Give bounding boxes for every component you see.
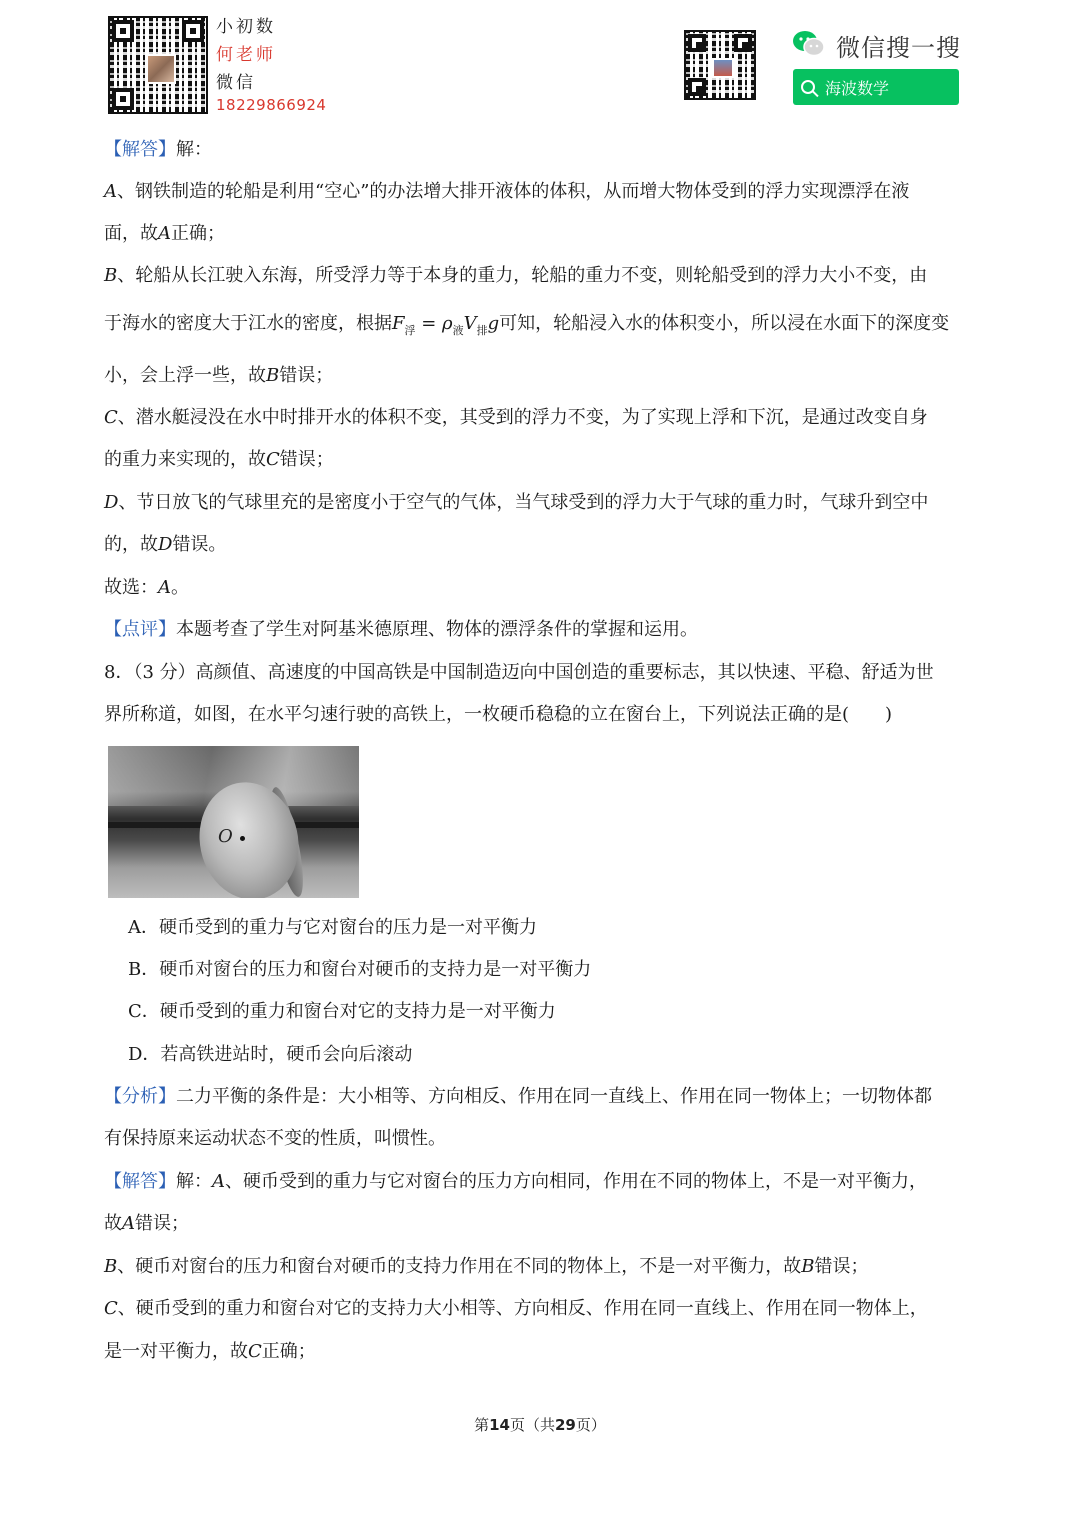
handwritten-title: 小初数 [216,17,276,37]
analysis-text: 二力平衡的条件是：大小相等、方向相反、作用在同一直线上、作用在同一物体上；一切物体都 [176,1086,932,1107]
footer-text: 第 [474,1416,490,1434]
answer-text: 、潜水艇浸没在水中时排开水的体积不变，其受到的浮力不变，为了实现上浮和下沉，是通过改变自身 [117,407,928,428]
buoyancy-formula [392,313,500,337]
option-letter: C [104,407,118,428]
analysis-tag: 【分析】 [104,1086,176,1107]
option-letter: D [158,534,173,555]
answer-tag: 【解答】 [104,139,176,160]
answer-text: 可知，轮船浸入水的体积变小，所以浸在水面下的深度变 [499,313,950,334]
wechat-search-button[interactable] [793,69,959,105]
qr-logo [712,58,734,78]
answer-text: 错误。 [172,534,227,555]
option-letter: A [122,1213,135,1234]
answer7-d-line1 [104,491,928,515]
answer7-b-line3 [104,364,333,388]
answer-intro: 解： [176,1171,212,1192]
answer7-d-line2 [104,533,226,557]
answer-text: 错误； [814,1256,869,1277]
formula-equals: = [415,313,443,334]
option-letter: B [801,1256,815,1277]
qr-finder [112,20,134,42]
formula-symbol: g [487,313,500,334]
wechat-icon [792,30,826,58]
answer8-b-line1 [104,1255,868,1279]
option-letter: B [104,1256,118,1277]
answer8-c-line2 [104,1340,316,1364]
formula-symbol: ρ [442,313,453,334]
answer7-b-line1 [104,264,927,288]
answer8-a-line2 [104,1212,189,1236]
qr-code-right [684,30,756,100]
answer-text: 的重力来实现的，故 [104,449,266,470]
option-letter: B [266,365,280,386]
question8-stem-line2: 界所称道，如图，在水平匀速行驶的高铁上，一枚硬币稳稳的立在窗台上，下列说法正确的是( ) [104,704,893,725]
answer-text: 错误； [279,449,334,470]
current-page-number: 14 [489,1416,510,1434]
answer-text: 小，会上浮一些，故 [104,365,266,386]
option-letter: A [212,1171,225,1192]
qr-finder [182,20,204,42]
formula-subscript: 浮 [404,324,416,337]
answer8-a-line1 [104,1170,927,1194]
option-b: B．硬币对窗台的压力和窗台对硬币的支持力是一对平衡力 [128,959,592,980]
option-c: C．硬币受到的重力和窗台对它的支持力是一对平衡力 [128,1001,556,1022]
answer-text: 、硬币受到的重力与它对窗台的压力方向相同，作用在不同的物体上，不是一对平衡力， [225,1171,927,1192]
qr-finder [688,78,706,96]
formula-subscript: 液 [452,324,464,337]
answer7-b-line2 [104,312,949,338]
formula-symbol: V [463,313,477,334]
answer7-a-line1 [104,180,909,204]
answer-intro: 解： [176,139,212,160]
coin-center-label: O [218,826,233,847]
answer-text: 错误； [279,365,334,386]
answer-text: 于海水的密度大于江水的密度，根据 [104,313,392,334]
search-icon [801,80,815,94]
option-a: A．硬币受到的重力与它对窗台的压力是一对平衡力 [128,917,537,938]
qr-code-left [108,16,208,114]
formula-subscript: 排 [476,324,488,337]
option-letter: C [266,449,280,470]
comment-tag: 【点评】 [104,619,176,640]
handwritten-teacher: 何老师 [216,45,276,65]
choice-letter: A [158,577,171,598]
qr-finder [112,88,134,110]
answer7-c-line2 [104,448,334,472]
qr-avatar [146,54,176,84]
answer-text: 的，故 [104,534,158,555]
question8-stem-line1: 8．（3 分）高颜值、高速度的中国高铁是中国制造迈向中国创造的重要标志，其以快速、平稳、舒适为世 [104,662,934,683]
qr-finder [734,34,752,52]
handwritten-wechat: 微信 [216,73,256,93]
answer-text: 正确； [171,223,225,244]
option-letter: C [104,1298,118,1319]
choice-prefix: 故选： [104,577,158,598]
answer-text: 是一对平衡力，故 [104,1341,248,1362]
answer-text: 故 [104,1213,122,1234]
option-letter: A [104,181,117,202]
footer-text: 页（共 [509,1416,555,1434]
analysis-line1 [104,1085,932,1109]
choice-suffix: 。 [171,577,189,598]
handwritten-phone: 18229866924 [216,96,327,114]
answer7-a-line2 [104,222,225,246]
total-page-count: 29 [555,1416,576,1434]
qr-finder [688,34,706,52]
coin-center-dot [240,836,245,841]
option-letter: A [158,223,171,244]
answer-text: 、节日放飞的气球里充的是密度小于空气的气体，当气球受到的浮力大于气球的重力时，气球升到空中 [118,492,929,513]
answer-text: 、硬币受到的重力和窗台对它的支持力大小相等、方向相反、作用在同一直线上、作用在同一物体上， [117,1298,928,1319]
formula-symbol: F [392,313,405,334]
option-letter: B [104,265,118,286]
wechat-search-label: 微信搜一搜 [836,34,961,62]
answer-text: 、钢铁制造的轮船是利用“空心”的办法增大排开液体的体积，从而增大物体受到的浮力实现漂浮在液 [117,181,910,202]
analysis-line2: 有保持原来运动状态不变的性质，叫惯性。 [104,1128,446,1149]
footer-text: 页） [575,1416,606,1434]
comment-text: 本题考查了学生对阿基米德原理、物体的漂浮条件的掌握和运用。 [176,619,698,640]
option-d: D．若高铁进站时，硬币会向后滚动 [128,1044,413,1065]
answer-text: 错误； [135,1213,189,1234]
answer7-comment [104,618,698,642]
answer7-heading [104,138,212,162]
answer-tag: 【解答】 [104,1171,176,1192]
answer7-choice [104,576,189,600]
answer-text: 正确； [261,1341,316,1362]
answer-text: 、轮船从长江驶入东海，所受浮力等于本身的重力，轮船的重力不变，则轮船受到的浮力大小不变，由 [117,265,928,286]
page-footer [0,1414,1080,1435]
coin-on-windowsill-photo [108,746,359,898]
answer-text: 、硬币对窗台的压力和窗台对硬币的支持力作用在不同的物体上，不是一对平衡力，故 [117,1256,802,1277]
wechat-search-button-label: 海波数学 [825,78,890,98]
option-letter: D [104,492,119,513]
answer7-c-line1 [104,406,928,430]
option-letter: C [248,1341,262,1362]
answer-text: 面，故 [104,223,158,244]
answer8-c-line1 [104,1297,928,1321]
